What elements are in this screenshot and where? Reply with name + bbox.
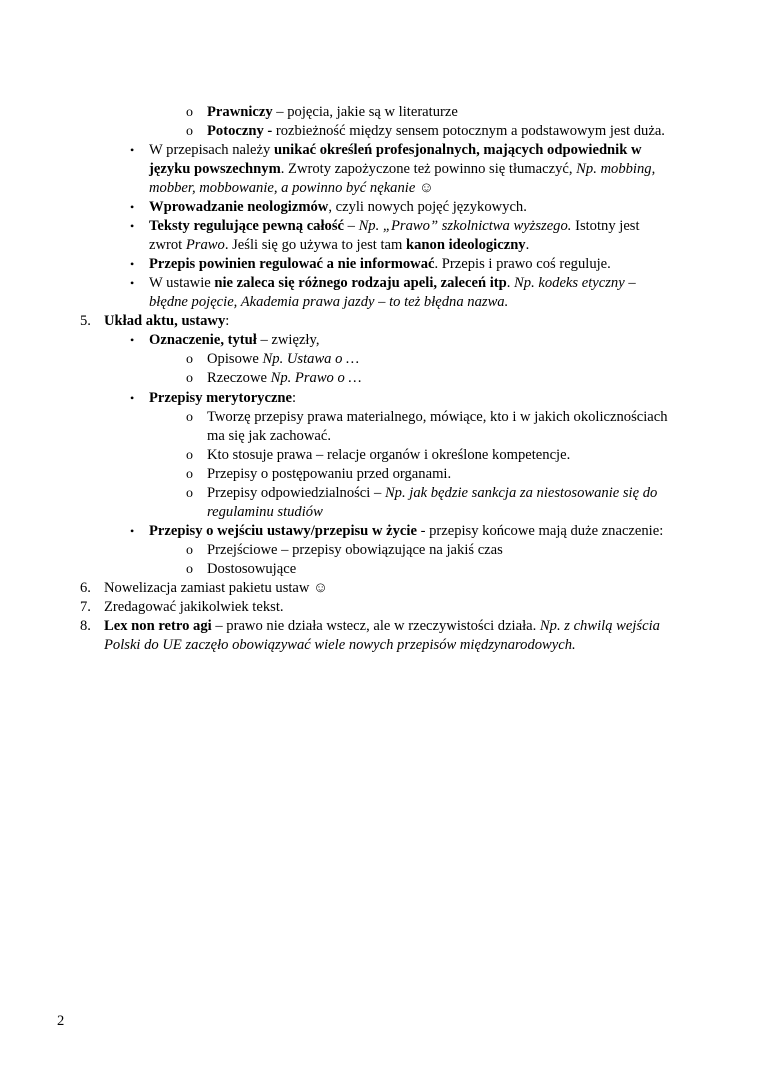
circle-bullet-icon: o — [186, 410, 193, 425]
list-item-unikac-line3: mobber, mobbowanie, a powinno być nękanie ☺ — [149, 180, 434, 196]
list-item-apele-line2: błędne pojęcie, Akademia prawa jazdy – to też błędna nazwa. — [149, 294, 509, 310]
circle-bullet-icon: o — [186, 352, 193, 367]
smiley-icon: ☺ — [313, 580, 329, 596]
page-number: 2 — [57, 1013, 65, 1029]
list-number: 7. — [80, 599, 91, 615]
circle-bullet-icon: o — [186, 371, 193, 386]
list-item-opisowe: Opisowe Np. Ustawa o … — [207, 351, 360, 367]
section-uklad-aktu: Układ aktu, ustawy: — [104, 313, 230, 329]
list-item-wejscie: Przepisy o wejściu ustawy/przepisu w życie - przepisy końcowe mają duże znaczenie: — [149, 523, 664, 539]
list-number: 6. — [80, 580, 91, 596]
list-item-oznaczenie: Oznaczenie, tytuł – zwięzły, — [149, 332, 320, 348]
circle-bullet-icon: o — [186, 467, 193, 482]
circle-bullet-icon: o — [186, 486, 193, 501]
list-item-lex-line1: Lex non retro agi – prawo nie działa wstecz, ale w rzeczywistości działa. Np. z chwilą wejścia — [104, 618, 660, 634]
smiley-icon: ☺ — [418, 180, 434, 196]
list-item-unikac-line2: języku powszechnym. Zwroty zapożyczone też powinno się tłumaczyć, Np. mobbing, — [149, 161, 656, 177]
list-item-dostosowujace: Dostosowujące — [207, 561, 297, 577]
bullet-icon: • — [130, 333, 135, 347]
list-item-tworze-line2: ma się jak zachować. — [207, 428, 331, 444]
list-item-apele-line1: W ustawie nie zaleca się różnego rodzaju apeli, zaleceń itp. Np. kodeks etyczny – — [149, 275, 636, 291]
list-item-unikac-line1: W przepisach należy unikać określeń profesjonalnych, mających odpowiednik w — [149, 142, 642, 158]
circle-bullet-icon: o — [186, 105, 193, 120]
circle-bullet-icon: o — [186, 124, 193, 139]
bullet-icon: • — [130, 219, 135, 233]
list-item-rzeczowe: Rzeczowe Np. Prawo o … — [207, 370, 362, 386]
list-item-postepowanie: Przepisy o postępowaniu przed organami. — [207, 466, 452, 482]
list-item-lex-line2: Polski do UE zaczęło obowiązywać wiele nowych przepisów międzynarodowych. — [104, 637, 576, 653]
circle-bullet-icon: o — [186, 543, 193, 558]
list-item-tworze-line1: Tworzę przepisy prawa materialnego, mówiące, kto i w jakich okolicznościach — [207, 409, 668, 425]
list-item-kto-stosuje: Kto stosuje prawa – relacje organów i określone kompetencje. — [207, 447, 571, 463]
list-item-merytoryczne: Przepisy merytoryczne: — [149, 390, 297, 406]
list-item-teksty-line1: Teksty regulujące pewną całość – Np. „Prawo” szkolnictwa wyższego. Istotny jest — [149, 218, 640, 234]
list-item-prawniczy: Prawniczy – pojęcia, jakie są w literaturze — [207, 104, 458, 120]
list-item-odpowiedzialnosc-line1: Przepisy odpowiedzialności – Np. jak będzie sankcja za niestosowanie się do — [207, 485, 658, 501]
bullet-icon: • — [130, 257, 135, 271]
bullet-icon: • — [130, 524, 135, 538]
bullet-icon: • — [130, 391, 135, 405]
list-item-przejsciowe: Przejściowe – przepisy obowiązujące na jakiś czas — [207, 542, 503, 558]
list-item-zredagowac: Zredagować jakikolwiek tekst. — [104, 599, 284, 615]
bullet-icon: • — [130, 200, 135, 214]
circle-bullet-icon: o — [186, 562, 193, 577]
bullet-icon: • — [130, 143, 135, 157]
bullet-icon: • — [130, 276, 135, 290]
list-item-regulowac: Przepis powinien regulować a nie informować. Przepis i prawo coś reguluje. — [149, 256, 611, 272]
list-item-nowelizacja: Nowelizacja zamiast pakietu ustaw ☺ — [104, 580, 329, 596]
list-item-teksty-line2: zwrot Prawo. Jeśli się go używa to jest tam kanon ideologiczny. — [149, 237, 530, 253]
list-number: 5. — [80, 313, 91, 329]
list-number: 8. — [80, 618, 91, 634]
list-item-neologizmy: Wprowadzanie neologizmów, czyli nowych pojęć językowych. — [149, 199, 527, 215]
circle-bullet-icon: o — [186, 448, 193, 463]
list-item-odpowiedzialnosc-line2: regulaminu studiów — [207, 504, 323, 520]
list-item-potoczny: Potoczny - rozbieżność między sensem potocznym a podstawowym jest duża. — [207, 123, 665, 139]
